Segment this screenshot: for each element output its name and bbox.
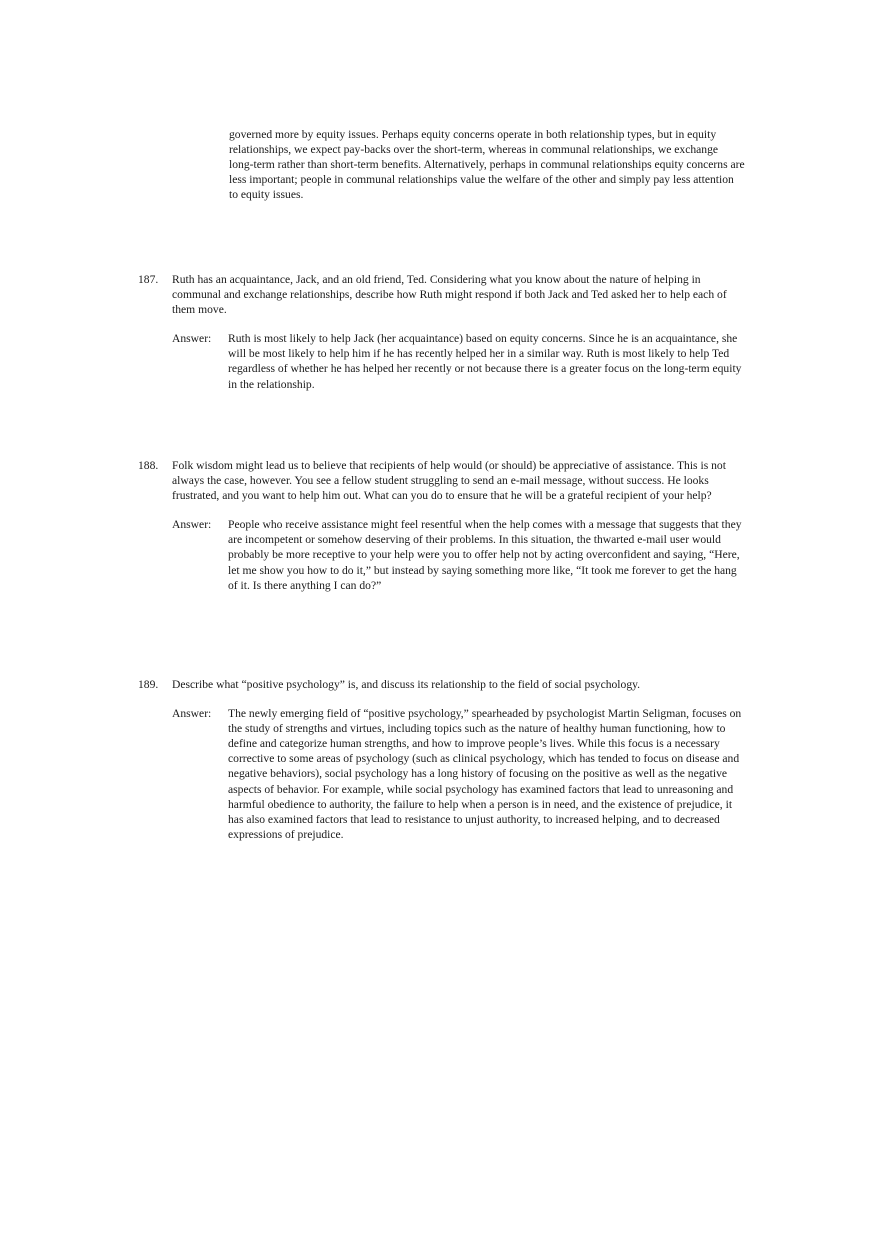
- question-number: 188.: [138, 459, 159, 472]
- question-text: Folk wisdom might lead us to believe that recipients of help would (or should) be appreciative of assistance. This is not always the case, however. You see a fellow student struggling to send an e-mail message, without success. He looks frustrated, and you want to help him out. What can you do to ensure that he will be a grateful recipient of your help?: [172, 459, 726, 503]
- answer-text: Ruth is most likely to help Jack (her acquaintance) based on equity concerns. Since he is an acquaintance, she will be most likely to help him if he has recently helped her in a similar way. Ruth is most likely to help Ted regardless of whether he has helped her recently or not because there is a greater focus on the long-term equity in the relationship.: [228, 332, 742, 391]
- question-number: 189.: [138, 678, 159, 691]
- question-text: Ruth has an acquaintance, Jack, and an old friend, Ted. Considering what you know about the nature of helping in communal and exchange relationships, describe how Ruth might respond if both Jack and Ted asked her to help each of them move.: [172, 273, 727, 317]
- question-item: [138, 272, 746, 392]
- continued-answer-text: governed more by equity issues. Perhaps equity concerns operate in both relationship types, but in equity relationships, we expect pay-backs over the short-term, whereas in communal relationships, we exchange long-term rather than short-term benefits. Alternatively, perhaps in communal relationships equity concerns are less important; people in communal relationships value the welfare of the other and simply pay less attention to equity issues.: [229, 128, 745, 202]
- answer-label: Answer:: [172, 518, 212, 532]
- answer-block: [172, 706, 746, 842]
- question-text: Describe what “positive psychology” is, and discuss its relationship to the field of social psychology.: [172, 678, 641, 691]
- answer-label: Answer:: [172, 707, 212, 721]
- answer-text: The newly emerging field of “positive psychology,” spearheaded by psychologist Martin Seligman, focuses on the study of strengths and virtues, including topics such as the nature of healthy human functioning, how to define and categorize human strengths, and how to improve people’s lives. While this focus is a necessary corrective to some areas of psychology (such as clinical psychology, which has tended to focus on disease and negative behaviors), social psychology has a long history of focusing on the positive as well as the negative aspects of behavior. For example, while social psychology has examined factors that lead to unreasoning and harmful obedience to authority, the failure to help when a person is in need, and the existence of prejudice, it has also examined factors that lead to resistance to unjust authority, to increased helping, and to decreased expressions of prejudice.: [228, 707, 742, 841]
- answer-text: People who receive assistance might feel resentful when the help comes with a message that suggests that they are incompetent or somehow deserving of their problems. In this situation, the thwarted e-mail user would probably be more receptive to your help were you to offer help not by acting overconfident and saying, “Here, let me show you how to do it,” but instead by saying something more like, “It took me forever to get the hang of it. Is there anything I can do?”: [228, 518, 742, 592]
- answer-block: [172, 331, 746, 391]
- question-number: 187.: [138, 273, 159, 286]
- answer-label: Answer:: [172, 332, 212, 346]
- question-item: [138, 458, 746, 593]
- question-item: [138, 677, 746, 842]
- answer-block: [172, 517, 746, 592]
